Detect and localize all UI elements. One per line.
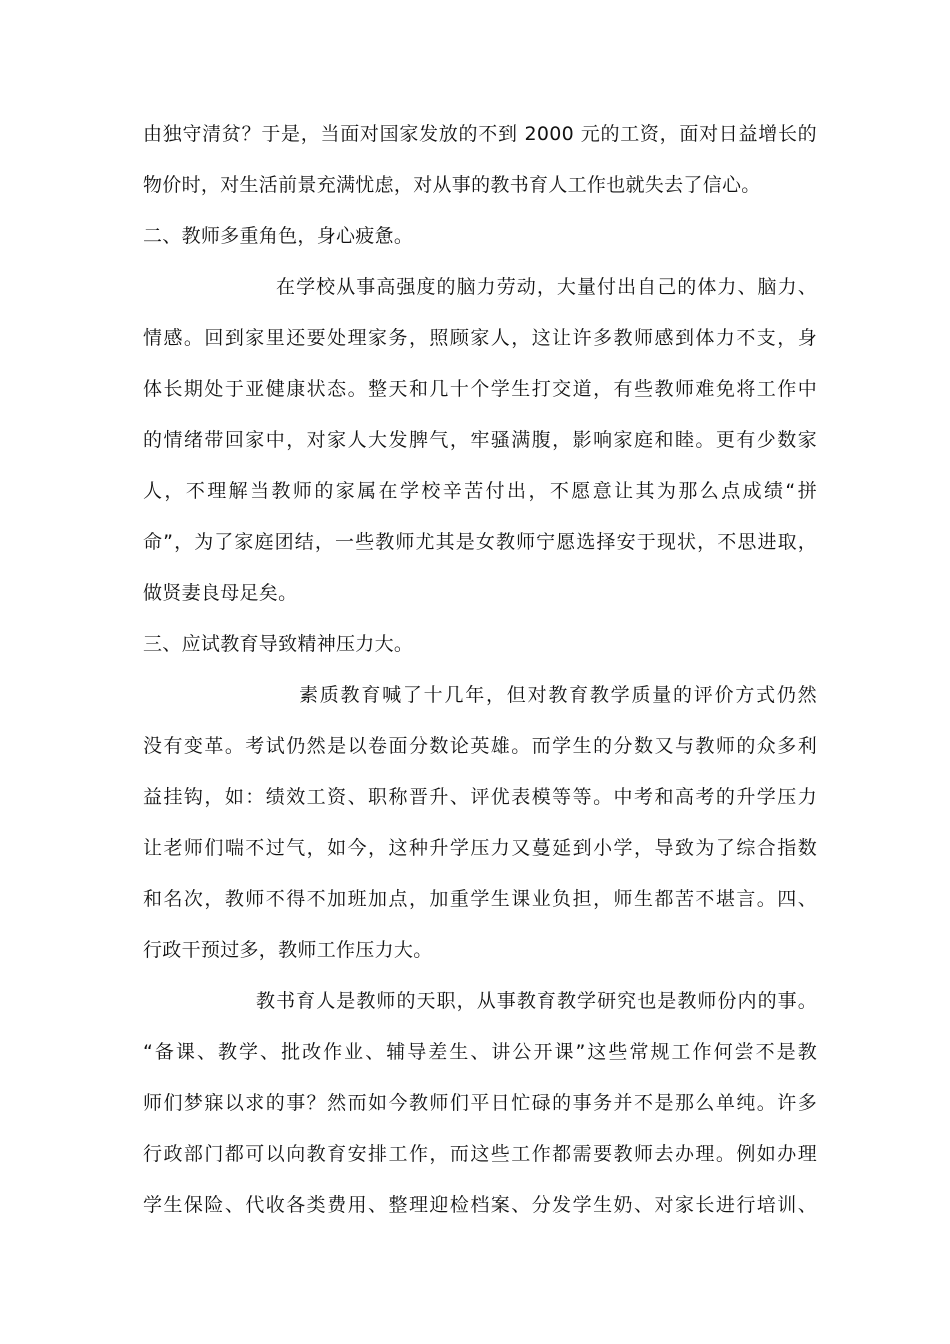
text-line: 和名次，教师不得不加班加点，加重学生课业负担，师生都苦不堪言。四、 <box>143 888 817 910</box>
text-line: 命”，为了家庭团结，一些教师尤其是女教师宁愿选择安于现状，不思进取， <box>143 531 817 553</box>
text-line: 行政部门都可以向教育安排工作，而这些工作都需要教师去办理。例如办理 <box>143 1143 817 1165</box>
text-line: 没有变革。考试仍然是以卷面分数论英雄。而学生的分数又与教师的众多利 <box>143 735 817 757</box>
text-line: 教书育人是教师的天职，从事教育教学研究也是教师份内的事。 <box>256 990 817 1012</box>
text-line: 在学校从事高强度的脑力劳动，大量付出自己的体力、脑力、 <box>276 276 817 298</box>
section-heading: 二、教师多重角色，身心疲惫。 <box>143 225 414 247</box>
text-line: 让老师们喘不过气，如今，这种升学压力又蔓延到小学，导致为了综合指数 <box>143 837 817 859</box>
text-line: 学生保险、代收各类费用、整理迎检档案、分发学生奶、对家长进行培训、 <box>143 1194 817 1216</box>
text-line: 情感。回到家里还要处理家务，照顾家人，这让许多教师感到体力不支，身 <box>143 327 817 349</box>
text-line: 由独守清贫？于是，当面对国家发放的不到 2000 元的工资，面对日益增长的 <box>143 123 817 145</box>
section-heading: 行政干预过多，教师工作压力大。 <box>143 939 433 961</box>
text-line: 人，不理解当教师的家属在学校辛苦付出，不愿意让其为那么点成绩“拼 <box>143 480 817 502</box>
section-heading: 三、应试教育导致精神压力大。 <box>143 633 414 655</box>
text-line: 素质教育喊了十几年，但对教育教学质量的评价方式仍然 <box>299 684 817 706</box>
text-line: 体长期处于亚健康状态。整天和几十个学生打交道，有些教师难免将工作中 <box>143 378 817 400</box>
text-line: 物价时，对生活前景充满忧虑，对从事的教书育人工作也就失去了信心。 <box>143 174 761 196</box>
text-line: 师们梦寐以求的事？然而如今教师们平日忙碌的事务并不是那么单纯。许多 <box>143 1092 817 1114</box>
text-line: 益挂钩，如：绩效工资、职称晋升、评优表模等等。中考和高考的升学压力 <box>143 786 817 808</box>
text-line: “备课、教学、批改作业、辅导差生、讲公开课”这些常规工作何尝不是教 <box>143 1041 817 1063</box>
text-line: 做贤妻良母足矣。 <box>143 582 298 604</box>
text-line: 的情绪带回家中，对家人大发脾气，牢骚满腹，影响家庭和睦。更有少数家 <box>143 429 817 451</box>
